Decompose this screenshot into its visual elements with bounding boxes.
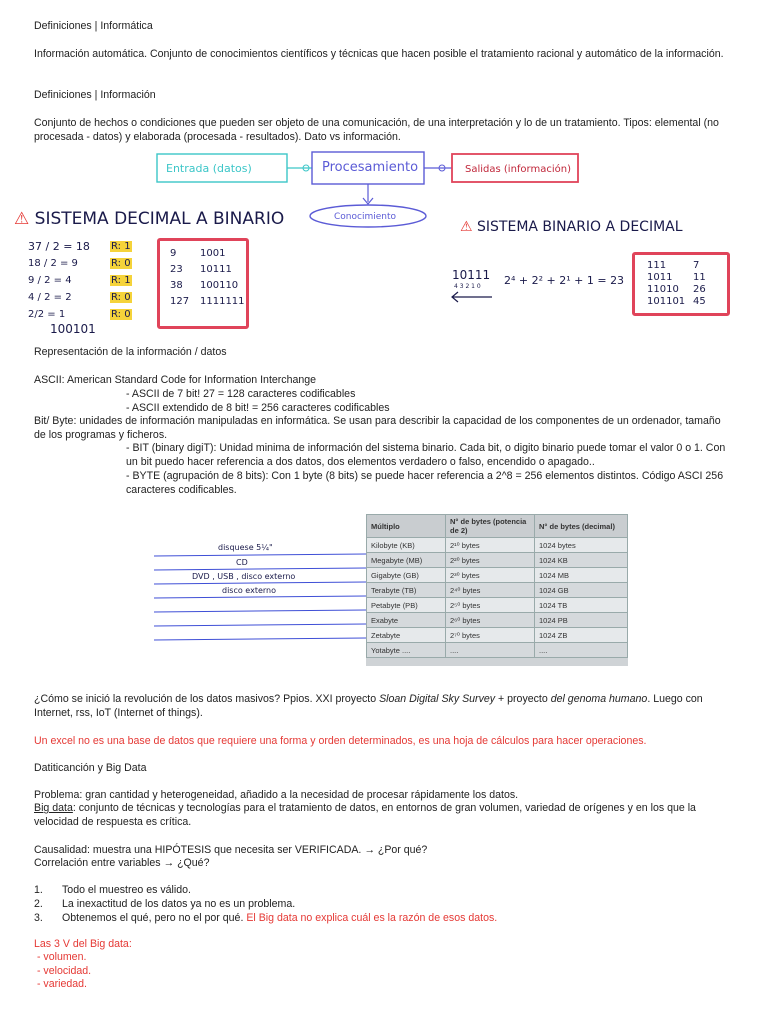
example-row: 1011 11 bbox=[647, 272, 706, 283]
example-row: 101101 45 bbox=[647, 296, 706, 307]
bytes-table-photo bbox=[366, 514, 628, 666]
warning-icon: ⚠ bbox=[14, 209, 30, 229]
bin2dec-title: ⚠ SISTEMA BINARIO A DECIMAL bbox=[460, 219, 683, 235]
dec2bin-result: 100101 bbox=[50, 322, 96, 336]
remainder: R: 1 bbox=[111, 275, 131, 286]
table-row: Zetabyte 2⁷⁰ bytes 1024 ZB bbox=[367, 628, 628, 643]
example-row: 11010 26 bbox=[647, 284, 706, 295]
three-v-item: - volumen. bbox=[34, 951, 87, 963]
table-header-row bbox=[367, 515, 628, 538]
bytes-table bbox=[366, 514, 628, 658]
bigdata-definition: Big data: conjunto de técnicas y tecnologías para el tratamiento de datos, en entornos de gran volumen, variedad de orígenes y en los que la velocidad de respuesta es crítica. bbox=[34, 802, 696, 828]
ascii7-item: - ASCII de 7 bit! 27 = 128 caracteres codificables bbox=[126, 388, 356, 400]
ascii8-item: - ASCII extendido de 8 bit! = 256 caracteres codificables bbox=[126, 402, 390, 414]
dec2bin-step: 9 / 2 = 4 bbox=[28, 275, 72, 286]
table-row: Petabyte (PB) 2⁵⁰ bytes 1024 TB bbox=[367, 598, 628, 613]
table-row: Kilobyte (KB) 2¹⁰ bytes 1024 bytes bbox=[367, 538, 628, 553]
problema-text: Problema: gran cantidad y heterogeneidad, añadido a la necesidad de procesar rápidamente los datos. bbox=[34, 789, 519, 801]
bigdata-list bbox=[34, 883, 497, 925]
hand-note-disco: disco externo bbox=[222, 586, 276, 595]
big-data-origin: ¿Cómo se inició la revolución de los datos masivos? Ppios. XXI proyecto Sloan Digital Sky Survey + proyecto del genoma humano. Luego con Internet, rss, IoT (Internet of things). bbox=[34, 693, 703, 719]
remainder: R: 0 bbox=[111, 258, 131, 269]
table-header: N° de bytes (decimal) bbox=[535, 515, 628, 538]
dec2bin-title: ⚠ SISTEMA DECIMAL A BINARIO bbox=[14, 209, 285, 229]
remainder: R: 0 bbox=[111, 292, 131, 303]
warning-icon: ⚠ bbox=[460, 219, 473, 235]
list-item: 1. Todo el muestreo es válido. bbox=[34, 884, 191, 896]
dec2bin-step: 37 / 2 = 18 bbox=[28, 240, 90, 253]
bin2dec-examples-box bbox=[632, 252, 730, 316]
handwritten-lines bbox=[150, 548, 370, 648]
hand-note-dvd: DVD , USB , disco externo bbox=[192, 572, 296, 581]
bit-item: - BIT (binary digiT): Unidad minima de información del sistema binario. Cada bit, o digito binario puede tomar el valor 0 o 1. Con un bit puedo hacer referencia a dos datos, dos elementos verdadero o falso, encendido o apagado.. bbox=[126, 442, 726, 468]
list-item: 2. La inexactitud de los datos ya no es un problema. bbox=[34, 898, 296, 910]
three-v-item: - variedad. bbox=[34, 978, 87, 990]
dec2bin-step: 18 / 2 = 9 bbox=[28, 258, 78, 269]
diagram-process-label: Procesamiento bbox=[322, 160, 419, 175]
remainder: R: 1 bbox=[111, 241, 131, 252]
dec2bin-step: 2/2 = 1 bbox=[28, 309, 66, 320]
example-row: 127 1111111 bbox=[170, 296, 245, 307]
section-title-informacion: Definiciones | Información bbox=[34, 89, 156, 101]
table-row: Terabyte (TB) 2⁴⁰ bytes 1024 GB bbox=[367, 583, 628, 598]
table-row: Exabyte 2⁶⁰ bytes 1024 PB bbox=[367, 613, 628, 628]
list-item: 3. Obtenemos el qué, pero no el por qué. El Big data no explica cuál es la razón de esos datos. bbox=[34, 912, 498, 924]
section-title-informatica: Definiciones | Informática bbox=[34, 20, 153, 32]
three-v-title: Las 3 V del Big data: bbox=[34, 938, 132, 950]
hand-note-disquete: disquese 5¼" bbox=[218, 543, 273, 552]
three-v-item: - velocidad. bbox=[34, 965, 92, 977]
section-title-representacion: Representación de la información / datos bbox=[34, 346, 227, 358]
diagram-output-label: Salidas (información) bbox=[465, 164, 571, 175]
definition-informatica: Información automática. Conjunto de conocimientos científicos y técnicas que hacen posible el tratamiento racional y automático de la información. bbox=[34, 48, 724, 60]
excel-note: Un excel no es una base de datos que requiere una forma y orden determinados, es una hoja de cálculos para hacer operaciones. bbox=[34, 735, 647, 747]
table-header: Múltiplo bbox=[367, 515, 446, 538]
dec2bin-steps bbox=[28, 240, 90, 325]
example-row: 9 1001 bbox=[170, 248, 226, 259]
bin2dec-weights: 4 3 2 1 0 bbox=[454, 283, 481, 290]
dec2bin-remainders bbox=[110, 240, 132, 325]
table-row: Megabyte (MB) 2²⁰ bytes 1024 KB bbox=[367, 553, 628, 568]
dec2bin-step: 4 / 2 = 2 bbox=[28, 292, 72, 303]
table-row: Yotabyte .... .... .... bbox=[367, 643, 628, 658]
bin2dec-number: 10111 bbox=[452, 268, 491, 282]
causalidad-text: Causalidad: muestra una HIPÓTESIS que necesita ser VERIFICADA. → ¿Por qué? bbox=[34, 844, 428, 856]
remainder: R: 0 bbox=[111, 309, 131, 320]
example-row: 38 100110 bbox=[170, 280, 239, 291]
table-header: N° de bytes (potencia de 2) bbox=[446, 515, 535, 538]
table-row: Gigabyte (GB) 2³⁰ bytes 1024 MB bbox=[367, 568, 628, 583]
ascii-definition: ASCII: American Standard Code for Information Interchange bbox=[34, 374, 317, 386]
byte-item: - BYTE (agrupación de 8 bits): Con 1 byte (8 bits) se puede hacer referencia a 2^8 = 256 elementos distintos. Código ASCI 256 caracteres codificables. bbox=[126, 470, 724, 496]
bitbyte-definition: Bit/ Byte: unidades de información manipuladas en informática. Se usan para describir la capacidad de los componentes de un ordenador, tamaño de los programas y ficheros. bbox=[34, 415, 721, 441]
definition-informacion: Conjunto de hechos o condiciones que pueden ser objeto de una comunicación, de una interpretación y lo de un tratamiento. Tipos: elemental (no procesada - datos) y elaborada (procesada - resultados). Dato vs información. bbox=[34, 117, 719, 143]
diagram-knowledge-label: Conocimiento bbox=[334, 212, 396, 222]
diagram-input-label: Entrada (datos) bbox=[166, 162, 252, 175]
hand-note-cd: CD bbox=[236, 558, 248, 567]
example-row: 111 7 bbox=[647, 260, 700, 271]
example-row: 23 10111 bbox=[170, 264, 232, 275]
dec2bin-examples-box bbox=[157, 238, 249, 329]
bin2dec-formula: 2⁴ + 2² + 2¹ + 1 = 23 bbox=[504, 274, 625, 287]
left-arrow-icon bbox=[450, 290, 494, 304]
section-title-bigdata: Datiticanción y Big Data bbox=[34, 762, 147, 774]
correlacion-text: Correlación entre variables → ¿Qué? bbox=[34, 857, 210, 869]
